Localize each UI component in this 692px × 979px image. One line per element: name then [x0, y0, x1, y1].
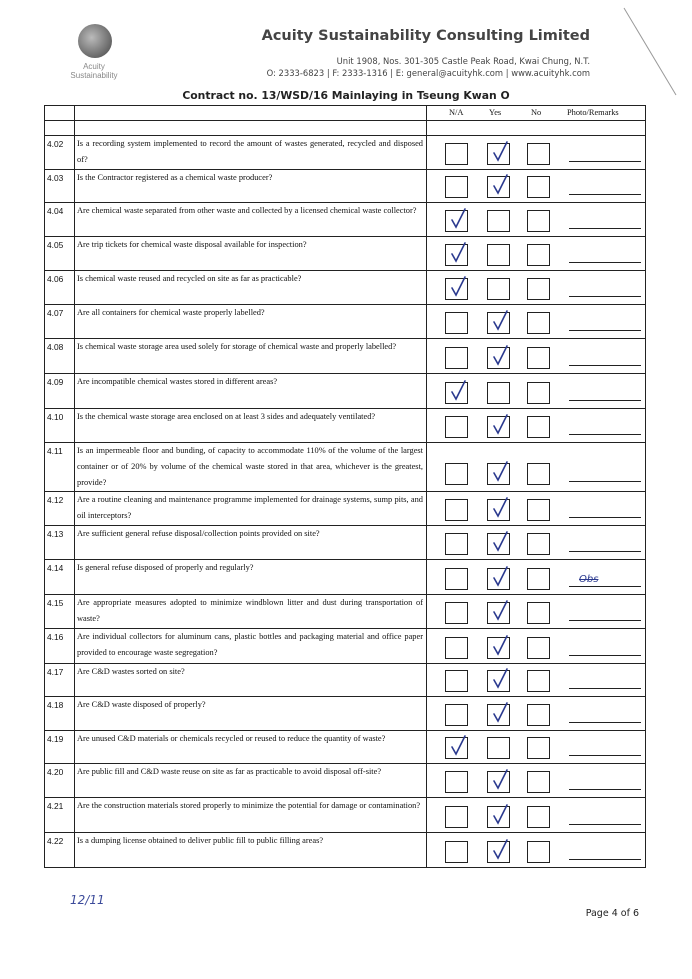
- checkbox-na[interactable]: [445, 244, 468, 266]
- row-number: 4.02: [45, 136, 75, 170]
- check-mark-icon: [489, 309, 511, 333]
- row-question: Are incompatible chemical wastes stored in different areas?: [75, 374, 427, 409]
- checkbox-no[interactable]: [527, 568, 550, 590]
- checkbox-na[interactable]: [445, 312, 468, 334]
- row-number: 4.04: [45, 203, 75, 237]
- row-number: 4.11: [45, 443, 75, 492]
- row-number: 4.03: [45, 170, 75, 203]
- check-mark-icon: [489, 838, 511, 862]
- row-marks: [427, 271, 646, 305]
- checklist-row: [45, 443, 646, 492]
- checklist-row: [45, 764, 646, 798]
- row-marks: [427, 526, 646, 560]
- row-question: Are trip tickets for chemical waste disposal available for inspection?: [75, 237, 427, 271]
- checkbox-yes[interactable]: [487, 737, 510, 759]
- check-mark-icon: [447, 207, 469, 231]
- remarks-line[interactable]: [569, 551, 641, 552]
- row-question: Are sufficient general refuse disposal/collection points provided on site?: [75, 526, 427, 560]
- checklist-row: [45, 409, 646, 443]
- checkbox-no[interactable]: [527, 347, 550, 369]
- col-header-no: No: [531, 108, 542, 117]
- checkbox-no[interactable]: [527, 806, 550, 828]
- checkbox-yes[interactable]: [487, 568, 510, 590]
- remarks-line[interactable]: [569, 655, 641, 656]
- check-mark-icon: [489, 530, 511, 554]
- handwritten-date: 12/11: [70, 893, 105, 907]
- checkbox-no[interactable]: [527, 416, 550, 438]
- checkbox-na[interactable]: [445, 533, 468, 555]
- row-number: 4.15: [45, 595, 75, 629]
- check-mark-icon: [489, 460, 511, 484]
- checkbox-no[interactable]: [527, 533, 550, 555]
- remarks-line[interactable]: [569, 824, 641, 825]
- header-num-cell: [45, 106, 75, 121]
- checkbox-no[interactable]: [527, 841, 550, 863]
- check-mark-icon: [489, 565, 511, 589]
- row-marks: [427, 237, 646, 271]
- checkbox-na[interactable]: [445, 143, 468, 165]
- logo-text-line-2: Sustainability: [70, 71, 118, 80]
- row-question: Are C&D wastes sorted on site?: [75, 664, 427, 697]
- row-number: 4.19: [45, 731, 75, 764]
- checkbox-yes[interactable]: [487, 806, 510, 828]
- contract-title: Contract no. 13/WSD/16 Mainlaying in Tseung Kwan O: [182, 89, 510, 102]
- company-contact: O: 2333-6823 | F: 2333-1316 | E: general@acuityhk.com | www.acuityhk.com: [266, 68, 590, 78]
- row-number: 4.13: [45, 526, 75, 560]
- checkbox-na[interactable]: [445, 670, 468, 692]
- row-marks: [427, 664, 646, 697]
- checkbox-na[interactable]: [445, 499, 468, 521]
- check-mark-icon: [489, 496, 511, 520]
- checklist-row: [45, 595, 646, 629]
- checkbox-yes[interactable]: [487, 670, 510, 692]
- remark-text: Obs: [579, 574, 599, 585]
- checkbox-yes[interactable]: [487, 637, 510, 659]
- checkbox-no[interactable]: [527, 670, 550, 692]
- remarks-line[interactable]: [569, 722, 641, 723]
- checklist-row: [45, 170, 646, 203]
- logo-emblem: [78, 24, 112, 58]
- table-spacer-row: [45, 121, 646, 136]
- remarks-line[interactable]: [569, 228, 641, 229]
- row-question: Is chemical waste storage area used solely for storage of chemical waste and properly labelled?: [75, 339, 427, 374]
- remarks-line[interactable]: [569, 330, 641, 331]
- checklist-row: [45, 237, 646, 271]
- logo-text: [68, 62, 120, 80]
- remarks-line[interactable]: [569, 262, 641, 263]
- check-mark-icon: [447, 241, 469, 265]
- checkbox-no[interactable]: [527, 176, 550, 198]
- checkbox-no[interactable]: [527, 143, 550, 165]
- row-marks: [427, 409, 646, 443]
- header-question-cell: [75, 106, 427, 121]
- checklist-row: [45, 526, 646, 560]
- remarks-line[interactable]: [569, 755, 641, 756]
- checklist-row: [45, 664, 646, 697]
- row-marks: [427, 492, 646, 526]
- table-header-row: [45, 106, 646, 121]
- remarks-line[interactable]: [569, 194, 641, 195]
- remarks-line[interactable]: [569, 517, 641, 518]
- checkbox-no[interactable]: [527, 463, 550, 485]
- remarks-line[interactable]: [569, 688, 641, 689]
- row-number: 4.17: [45, 664, 75, 697]
- row-number: 4.21: [45, 798, 75, 833]
- checkbox-na[interactable]: [445, 637, 468, 659]
- checkbox-na[interactable]: [445, 602, 468, 624]
- checkbox-na[interactable]: [445, 176, 468, 198]
- checkbox-yes[interactable]: [487, 841, 510, 863]
- checklist-row: [45, 271, 646, 305]
- row-marks: [427, 595, 646, 629]
- check-mark-icon: [489, 701, 511, 725]
- checkbox-na[interactable]: [445, 568, 468, 590]
- page-number: Page 4 of 6: [585, 908, 639, 919]
- checklist-row: [45, 203, 646, 237]
- row-question: Is a recording system implemented to record the amount of wastes generated, recycled and disposed of?: [75, 136, 427, 170]
- checkbox-no[interactable]: [527, 382, 550, 404]
- row-question: Are C&D waste disposed of properly?: [75, 697, 427, 731]
- checkbox-yes[interactable]: [487, 463, 510, 485]
- remarks-line[interactable]: [569, 434, 641, 435]
- row-question: Are individual collectors for aluminum cans, plastic bottles and packaging material and office paper provided to encourage waste segregation?: [75, 629, 427, 664]
- row-number: 4.12: [45, 492, 75, 526]
- row-marks: [427, 170, 646, 203]
- checkbox-yes[interactable]: [487, 176, 510, 198]
- checklist-row: [45, 833, 646, 868]
- checkbox-no[interactable]: [527, 737, 550, 759]
- checklist-row: [45, 697, 646, 731]
- checklist-row: [45, 731, 646, 764]
- row-marks: [427, 697, 646, 731]
- checklist-row: [45, 560, 646, 595]
- check-mark-icon: [489, 599, 511, 623]
- checklist-row: [45, 798, 646, 833]
- company-name: Acuity Sustainability Consulting Limited: [261, 28, 590, 44]
- remarks-line[interactable]: [569, 859, 641, 860]
- checkbox-na[interactable]: [445, 704, 468, 726]
- remarks-line[interactable]: [569, 620, 641, 621]
- checkbox-yes[interactable]: [487, 533, 510, 555]
- remarks-line[interactable]: [569, 400, 641, 401]
- checkbox-no[interactable]: [527, 499, 550, 521]
- checkbox-na[interactable]: [445, 737, 468, 759]
- checkbox-na[interactable]: [445, 210, 468, 232]
- row-number: 4.09: [45, 374, 75, 409]
- checkbox-yes[interactable]: [487, 382, 510, 404]
- row-marks: [427, 833, 646, 868]
- row-marks: [427, 203, 646, 237]
- check-mark-icon: [447, 379, 469, 403]
- check-mark-icon: [489, 803, 511, 827]
- row-question: Are unused C&D materials or chemicals recycled or reused to reduce the quantity of waste?: [75, 731, 427, 764]
- checklist-row: [45, 629, 646, 664]
- checkbox-na[interactable]: [445, 347, 468, 369]
- row-marks: [427, 764, 646, 798]
- checkbox-yes[interactable]: [487, 771, 510, 793]
- checkbox-na[interactable]: [445, 416, 468, 438]
- checkbox-yes[interactable]: [487, 312, 510, 334]
- company-logo: [68, 22, 120, 82]
- checkbox-yes[interactable]: [487, 704, 510, 726]
- row-marks: [427, 374, 646, 409]
- col-header-yes: Yes: [489, 108, 502, 117]
- checkbox-no[interactable]: [527, 312, 550, 334]
- remarks-line[interactable]: [569, 789, 641, 790]
- row-question: Is chemical waste reused and recycled on site as far as practicable?: [75, 271, 427, 305]
- row-question: Is an impermeable floor and bunding, of capacity to accommodate 110% of the volume of the largest container or of 20% by volume of the chemical waste stored in that area, whichever is the greatest, provide?: [75, 443, 427, 492]
- row-number: 4.10: [45, 409, 75, 443]
- row-number: 4.07: [45, 305, 75, 339]
- check-mark-icon: [447, 275, 469, 299]
- row-marks: [427, 731, 646, 764]
- col-header-remarks: Photo/Remarks: [567, 108, 619, 117]
- check-mark-icon: [489, 768, 511, 792]
- row-marks: [427, 305, 646, 339]
- row-number: 4.05: [45, 237, 75, 271]
- checkbox-yes[interactable]: [487, 602, 510, 624]
- row-question: Is general refuse disposed of properly and regularly?: [75, 560, 427, 595]
- logo-text-line-1: Acuity: [83, 62, 105, 71]
- checkbox-no[interactable]: [527, 602, 550, 624]
- checkbox-na[interactable]: [445, 278, 468, 300]
- checkbox-yes[interactable]: [487, 347, 510, 369]
- checkbox-no[interactable]: [527, 278, 550, 300]
- row-question: Are a routine cleaning and maintenance programme implemented for drainage systems, sump pits, and oil interceptors?: [75, 492, 427, 526]
- row-number: 4.06: [45, 271, 75, 305]
- checkbox-yes[interactable]: [487, 143, 510, 165]
- company-address: Unit 1908, Nos. 301-305 Castle Peak Road, Kwai Chung, N.T.: [336, 56, 590, 66]
- checkbox-no[interactable]: [527, 210, 550, 232]
- row-marks: [427, 798, 646, 833]
- checkbox-na[interactable]: [445, 841, 468, 863]
- row-question: Are appropriate measures adopted to minimize windblown litter and dust during transportation of waste?: [75, 595, 427, 629]
- remarks-line[interactable]: [569, 161, 641, 162]
- checkbox-yes[interactable]: [487, 244, 510, 266]
- row-question: Is a dumping license obtained to deliver public fill to public filling areas?: [75, 833, 427, 868]
- checkbox-no[interactable]: [527, 704, 550, 726]
- remarks-line[interactable]: [569, 296, 641, 297]
- checkbox-na[interactable]: [445, 806, 468, 828]
- row-marks: [427, 629, 646, 664]
- checkbox-yes[interactable]: [487, 499, 510, 521]
- row-marks: [427, 443, 646, 492]
- remarks-line[interactable]: [569, 365, 641, 366]
- row-number: 4.18: [45, 697, 75, 731]
- row-marks: [427, 136, 646, 170]
- row-number: 4.14: [45, 560, 75, 595]
- row-question: Are public fill and C&D waste reuse on site as far as practicable to avoid disposal off-site?: [75, 764, 427, 798]
- remarks-line[interactable]: [569, 481, 641, 482]
- check-mark-icon: [489, 173, 511, 197]
- row-number: 4.16: [45, 629, 75, 664]
- checklist-row: [45, 492, 646, 526]
- checklist-row: [45, 305, 646, 339]
- check-mark-icon: [489, 413, 511, 437]
- checklist-row: [45, 136, 646, 170]
- checklist-row: [45, 374, 646, 409]
- checkbox-no[interactable]: [527, 637, 550, 659]
- header-marks-cell: [427, 106, 646, 121]
- check-mark-icon: [447, 734, 469, 758]
- check-mark-icon: [489, 634, 511, 658]
- row-question: Are the construction materials stored properly to minimize the potential for damage or contamination?: [75, 798, 427, 833]
- row-question: Are all containers for chemical waste properly labelled?: [75, 305, 427, 339]
- row-number: 4.20: [45, 764, 75, 798]
- row-question: Are chemical waste separated from other waste and collected by a licensed chemical waste collector?: [75, 203, 427, 237]
- check-mark-icon: [489, 344, 511, 368]
- col-header-na: N/A: [449, 108, 464, 117]
- row-question: Is the chemical waste storage area enclosed on at least 3 sides and adequately ventilated?: [75, 409, 427, 443]
- row-marks: [427, 560, 646, 595]
- row-number: 4.08: [45, 339, 75, 374]
- checkbox-na[interactable]: [445, 382, 468, 404]
- checkbox-na[interactable]: [445, 463, 468, 485]
- checkbox-yes[interactable]: [487, 210, 510, 232]
- check-mark-icon: [489, 667, 511, 691]
- row-number: 4.22: [45, 833, 75, 868]
- checkbox-yes[interactable]: [487, 416, 510, 438]
- checkbox-no[interactable]: [527, 771, 550, 793]
- row-question: Is the Contractor registered as a chemical waste producer?: [75, 170, 427, 203]
- row-marks: [427, 339, 646, 374]
- checkbox-no[interactable]: [527, 244, 550, 266]
- checkbox-yes[interactable]: [487, 278, 510, 300]
- checklist-table: [44, 105, 646, 868]
- checkbox-na[interactable]: [445, 771, 468, 793]
- checklist-row: [45, 339, 646, 374]
- check-mark-icon: [489, 140, 511, 164]
